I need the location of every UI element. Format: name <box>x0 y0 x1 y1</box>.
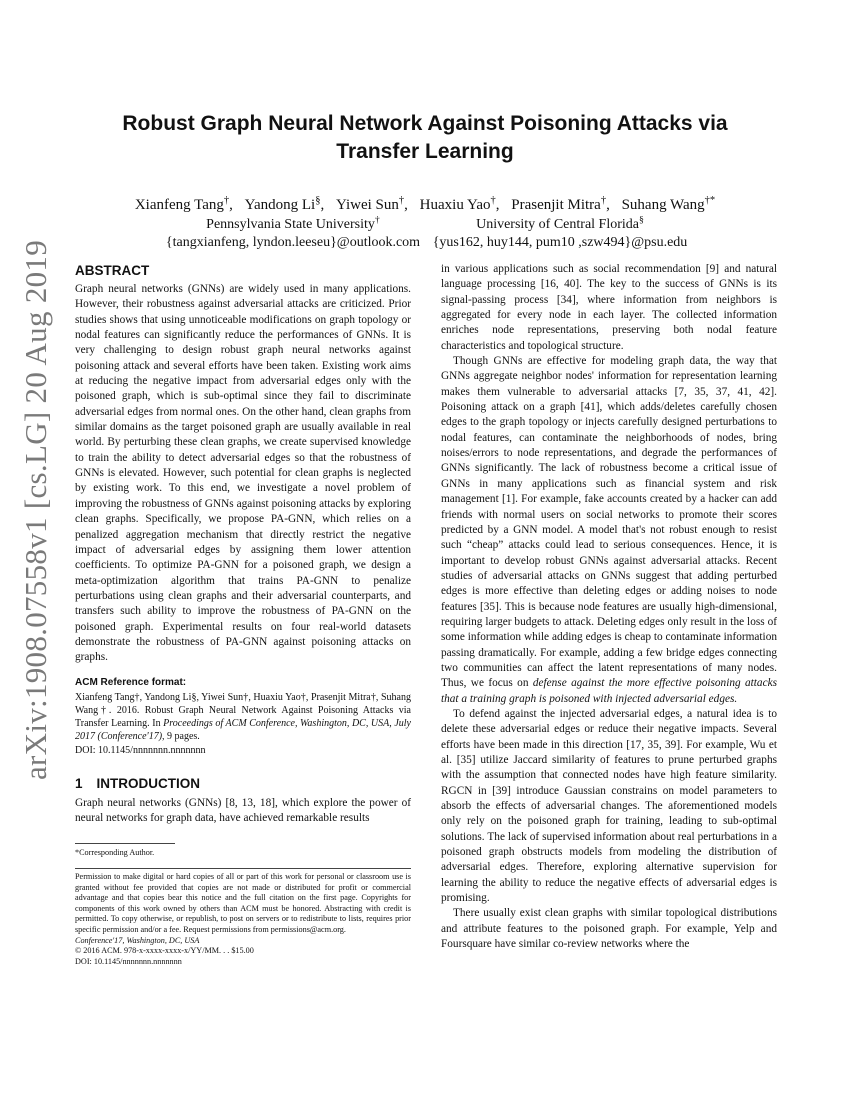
affiliation-ucf: University of Central Florida§ {yus162, huy144, pum10 ,szw494}@psu.edu <box>430 216 690 252</box>
right-paragraph-4: There usually exist clean graphs with similar topological distributions and attribute features to the poisoned graph. For example, Yelp and Foursquare have similar co-review networks where the <box>441 907 777 951</box>
abstract-heading: ABSTRACT <box>75 263 150 278</box>
intro-heading: 1 INTRODUCTION <box>75 776 201 792</box>
acm-ref-heading: ACM Reference format: <box>75 676 187 688</box>
right-paragraph-3: To defend against the injected adversarial edges, a natural idea is to delete these adversarial edges or reduce their negative impacts. Several efforts have been made in this direction [17, 35, 39]. For example, Wu et al. [35] utilize Jaccard similarity of features to prune perturbed graphs with the assumption that connected nodes have high feature similarity. RGCN in [39] introduce Gaussian constrains on model parameters to absorb the effects of adversarial changes. The aforementioned models only rely on the poisoned graph for training, leading to sub-optimal solutions. The lack of supervised information about real perturbations in a poisoned graph obstructs models from modeling the distribution of adversarial edges. Therefore, exploring alternative supervision for learning the ability to reduce the negative effects of adversarial edges is promising. <box>441 707 777 905</box>
right-column <box>441 262 777 952</box>
footnote-divider <box>75 843 175 844</box>
affiliation-psu: Pennsylvania State University† {tangxianfeng, lyndon.leeseu}@outlook.com <box>163 216 423 252</box>
title-line-2: Transfer Learning <box>336 140 514 163</box>
permission-text: Permission to make digital or hard copies of all or part of this work for personal or classroom use is granted without fee provided that copies are not made or distributed for profit or commercial advantage and that copies bear this notice and the full citation on the first page. Copyrights for components of this work owned by others than ACM must be honored. Abstracting with credit is permitted. To copy otherwise, or republish, to post on servers or to redistribute to lists, requires prior specific permission and/or a fee. Request permissions from permissions@acm.org. <box>75 872 411 934</box>
abstract-text: Graph neural networks (GNNs) are widely used in many applications. However, their robustness against adversarial attacks are criticized. Prior studies shows that using unnoticeable modifications on graph topology or nodal features can significantly reduce the performances of GNNs. It is very challenging to design robust graph neural networks against poisoning attack and several efforts have been taken. Existing work aims at reducing the negative impact from adversarial edges only with the poisoned graph, which is sub-optimal since they fail to discriminate adversarial edges from normal ones. On the other hand, clean graphs from similar domains as the target poisoned graph are usually available in real world. By perturbing these clean graphs, we create supervised knowledge to train the ability to detect adversarial edges so that the robustness of GNNs is elevated. However, such potential for clean graphs is neglected by existing work. To this end, we investigate a novel problem of improving the robustness of GNNs against poisoning attacks by exploring clean graphs. Specifically, we propose PA-GNN, which relies on a penalized aggregation mechanism that directly restrict the negative impact of adversarial edges by assigning them lower attention coefficients. To optimize PA-GNN for a poisoned graph, we design a meta-optimization algorithm that trains PA-GNN to penalize perturbations using clean graphs and their adversarial counterparts, and transfers such ability to improve the robustness of PA-GNN on the poisoned graph. Experimental results on four real-world datasets demonstrate the robustness of PA-GNN against poisoning attacks on graphs. <box>75 283 411 664</box>
arxiv-stamp <box>6 239 66 781</box>
permission-copyright: © 2016 ACM. 978-x-xxxx-xxxx-x/YY/MM. . . $15.00 <box>75 946 254 956</box>
email-right: {yus162, huy144, pum10 ,szw494}@psu.edu <box>432 235 688 250</box>
paper-title <box>75 110 775 166</box>
author: Yandong Li§, <box>244 195 325 213</box>
permission-doi: DOI: 10.1145/nnnnnnn.nnnnnnn <box>75 956 182 966</box>
right-paragraph-1: in various applications such as social recommendation [9] and natural language processing [16, 40]. The key to the success of GNNs is its signal-passing process [34], where information from neighbors is aggregated for every node in each layer. The collected information enriches node representations, preserving both nodal feature characteristics and topological structure. <box>441 263 777 352</box>
email-left: {tangxianfeng, lyndon.leeseu}@outlook.com <box>165 235 421 250</box>
permission-block <box>75 872 411 967</box>
acm-reference: Xianfeng Tang†, Yandong Li§, Yiwei Sun†, Huaxiu Yao†, Prasenjit Mitra†, Suhang Wang†. 2016. Robust Graph Neural Network Against Poisoning Attacks via Transfer Learning. In Proceedings of ACM Conference, Washington, DC, USA, July 2017 (Conference'17), 9 pages. DOI: 10.1145/nnnnnnn.nnnnnnn <box>75 691 411 756</box>
permission-divider <box>75 868 411 869</box>
author: Suhang Wang†* <box>621 195 716 213</box>
acm-doi: DOI: 10.1145/nnnnnnn.nnnnnnn <box>75 744 206 756</box>
author: Huaxiu Yao†, <box>419 195 500 213</box>
author: Prasenjit Mitra†, <box>511 195 610 213</box>
intro-paragraph: Graph neural networks (GNNs) [8, 13, 18], which explore the power of neural networks for graph data, have achieved remarkable results <box>75 797 411 825</box>
arxiv-stamp-text: arXiv:1908.07558v1 [cs.LG] 20 Aug 2019 <box>18 239 54 781</box>
right-paragraph-2: Though GNNs are effective for modeling graph data, the way that GNNs aggregate neighbor nodes' information for representation learning makes them vulnerable to adversarial attacks [7, 35, 37, 41, 42]. Poisoning attack on a graph [41], which adds/deletes carefully chosen edges to the graph topology or injects carefully designed perturbations to nodal features, can contaminate the neighborhoods of nodes, bring noises/errors to node representations, and degrade the performances of GNNs significantly. The lack of robustness become a critical issue of GNNs in many applications such as financial system and risk management [1]. For example, fake accounts created by a hacker can add friends with normal users on social networks to promote their scores predicted by a GNN model. A model that's not robust enough to resist such “cheap” attacks could lead to serious consequences. Hence, it is important to develop robust GNNs against adversarial attacks. Recent studies of adversarial attacks on GNNs suggest that adding perturbed edges is more effective than deleting edges or adding noises to node features [35]. This is because node features are usually high-dimensional, requiring larger budgets to attack. Deleting edges only result in the loss of some information while adding edges is cheap to contaminate information passing dramatically. For example, adding a few bridge edges connecting two communities can affect the latent representations of many nodes. Thus, we focus on defense against the more effective poisoning attacks that a training graph is poisoned with injected adversarial edges. <box>441 355 777 705</box>
footnote-corresponding: *Corresponding Author. <box>75 848 155 857</box>
left-column <box>75 262 411 827</box>
title-line-1: Robust Graph Neural Network Against Poisoning Attacks via <box>122 112 728 135</box>
author: Yiwei Sun†, <box>335 195 408 213</box>
author-list <box>75 196 775 215</box>
permission-conference: Conference'17, Washington, DC, USA <box>75 935 200 945</box>
author: Xianfeng Tang†, <box>134 195 233 213</box>
